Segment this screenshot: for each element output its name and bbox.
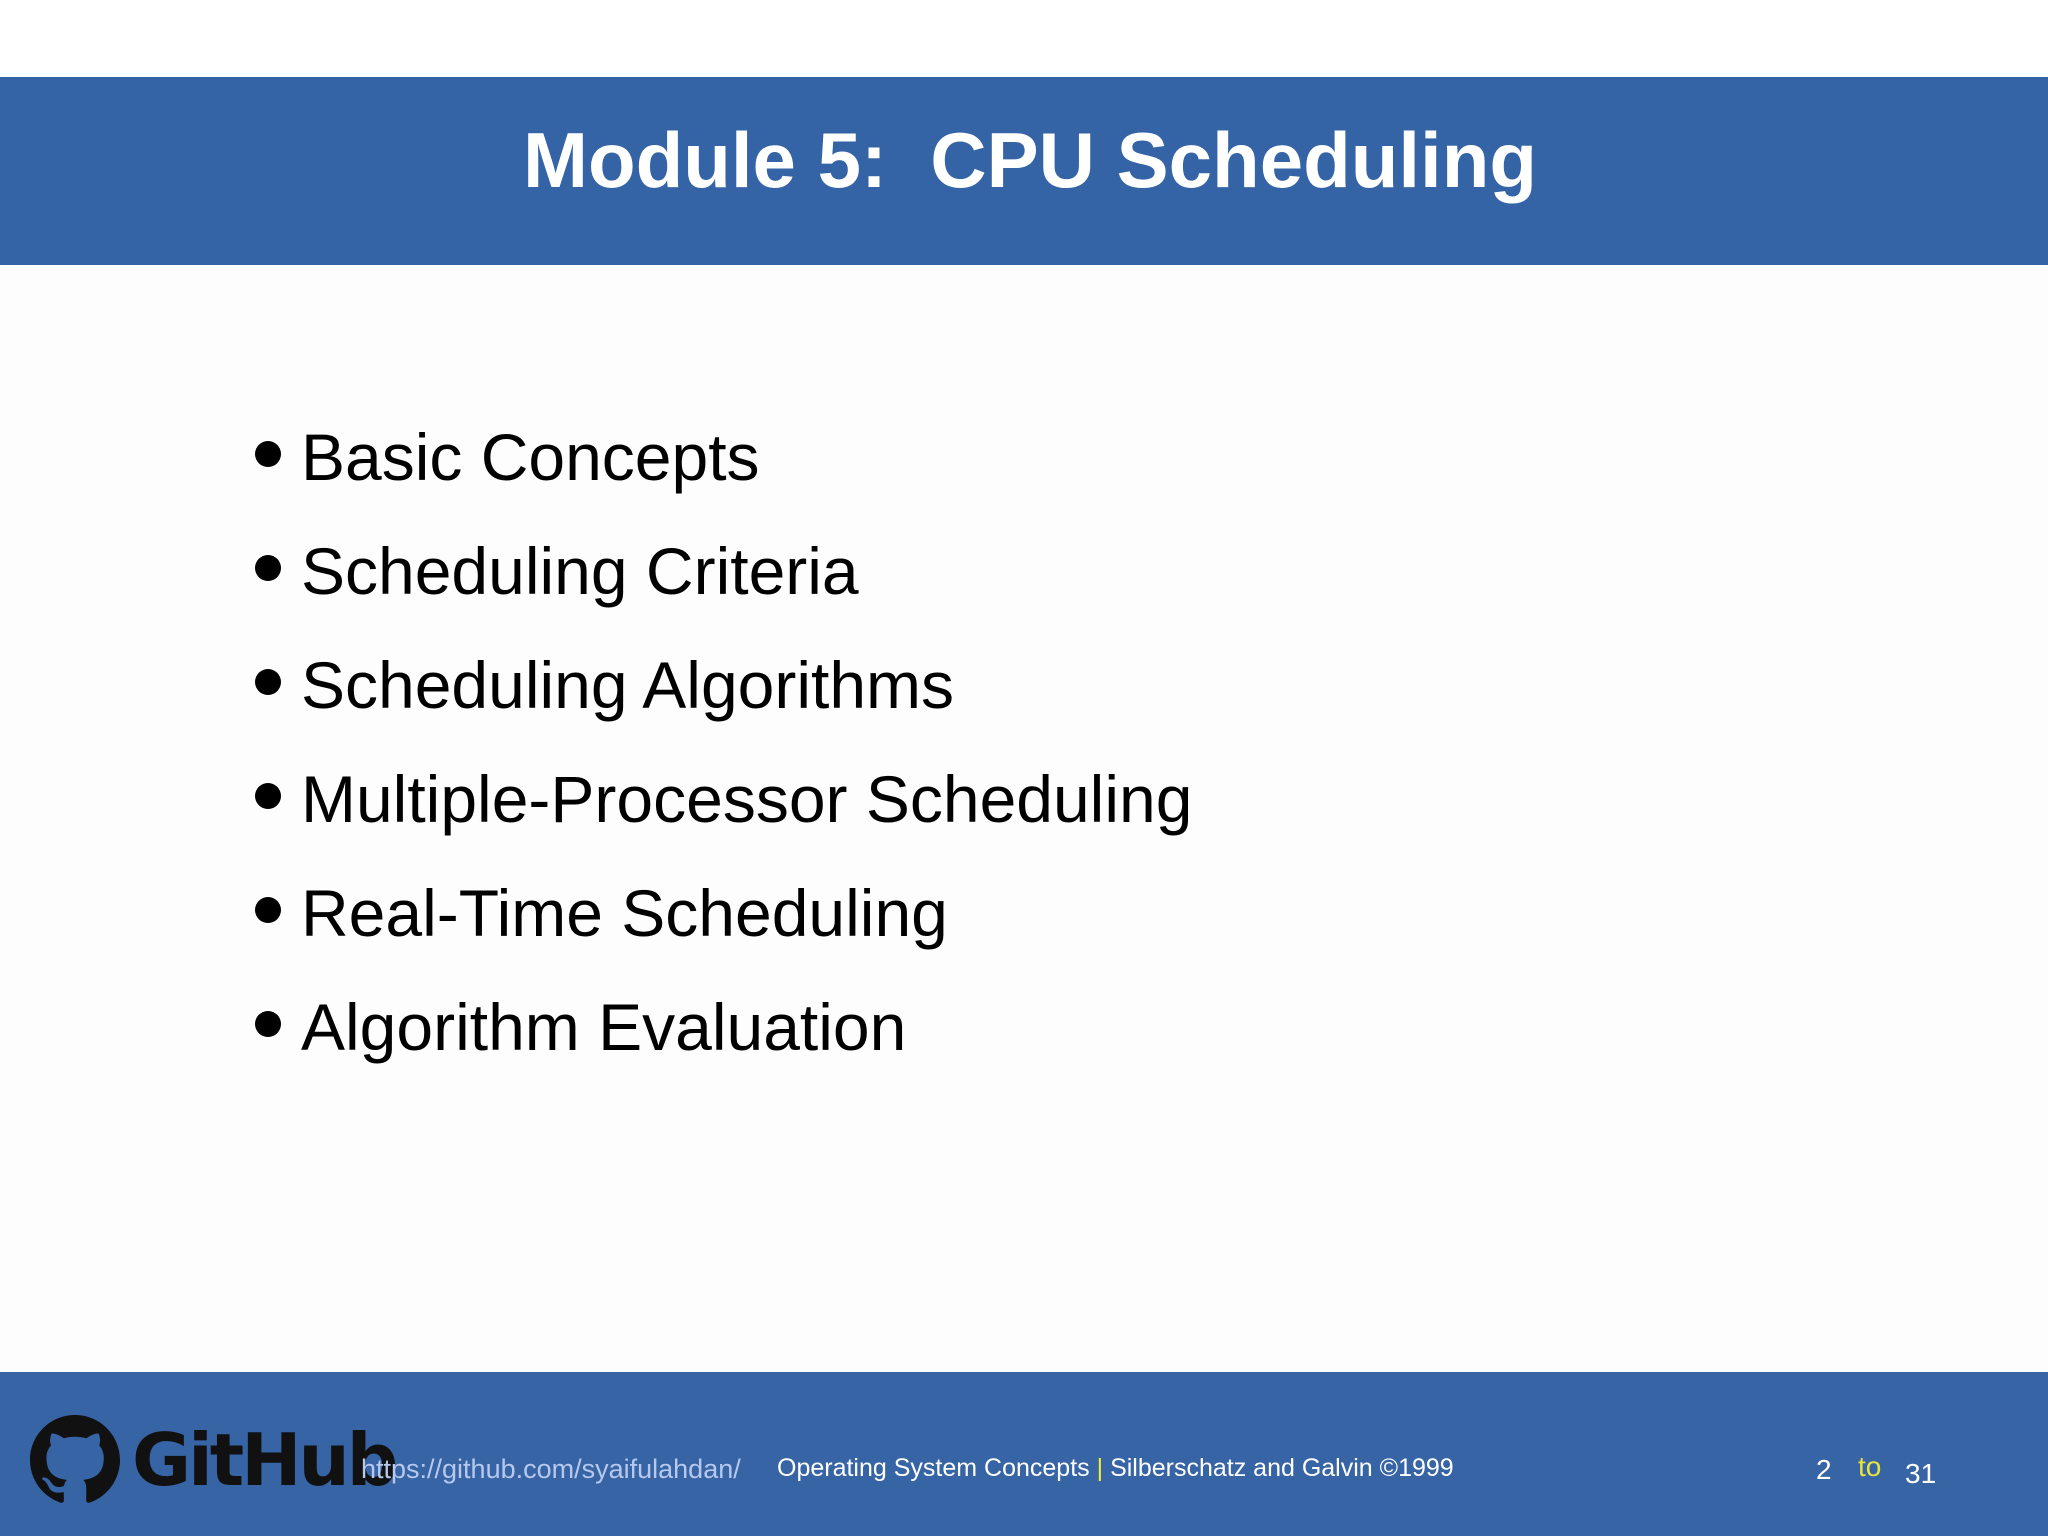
github-octocat-icon [30, 1415, 120, 1505]
bullet-item [255, 514, 1192, 628]
bullet-dot-icon [255, 555, 281, 581]
slide-top-margin [0, 0, 2048, 77]
footer-course-info [777, 1454, 1454, 1483]
bullet-text: Real-Time Scheduling [301, 876, 948, 950]
bullet-text: Multiple-Processor Scheduling [301, 762, 1193, 836]
bullet-item [255, 970, 1192, 1084]
bullet-item [255, 400, 1192, 514]
course-authors: Silberschatz and Galvin ©1999 [1110, 1454, 1454, 1482]
page-total: 31 [1905, 1458, 1937, 1489]
slide-title: Module 5: CPU Scheduling [522, 115, 1538, 204]
github-logo[interactable] [30, 1415, 395, 1505]
bullet-text: Scheduling Criteria [301, 534, 859, 608]
page-to-label: to [1858, 1451, 1882, 1482]
bullet-dot-icon [255, 1011, 281, 1037]
footer-separator: | [1096, 1454, 1104, 1482]
bullet-dot-icon [255, 441, 281, 467]
bullet-dot-icon [255, 783, 281, 809]
bullet-text: Basic Concepts [301, 420, 760, 494]
bullet-item [255, 856, 1192, 970]
bullet-item [255, 628, 1192, 742]
bullet-dot-icon [255, 669, 281, 695]
bullet-dot-icon [255, 897, 281, 923]
bullet-item [255, 742, 1192, 856]
course-title: Operating System Concepts [777, 1454, 1090, 1482]
footer-bar [0, 1372, 2048, 1536]
bullet-text: Algorithm Evaluation [301, 990, 907, 1064]
bullet-list [255, 400, 1192, 1084]
footer-url-link[interactable]: https://github.com/syaifulahdan/ [361, 1454, 741, 1484]
title-bar [0, 77, 2048, 265]
bullet-text: Scheduling Algorithms [301, 648, 955, 722]
page-current: 2 [1816, 1454, 1832, 1485]
github-wordmark: GitHub [132, 1418, 396, 1502]
